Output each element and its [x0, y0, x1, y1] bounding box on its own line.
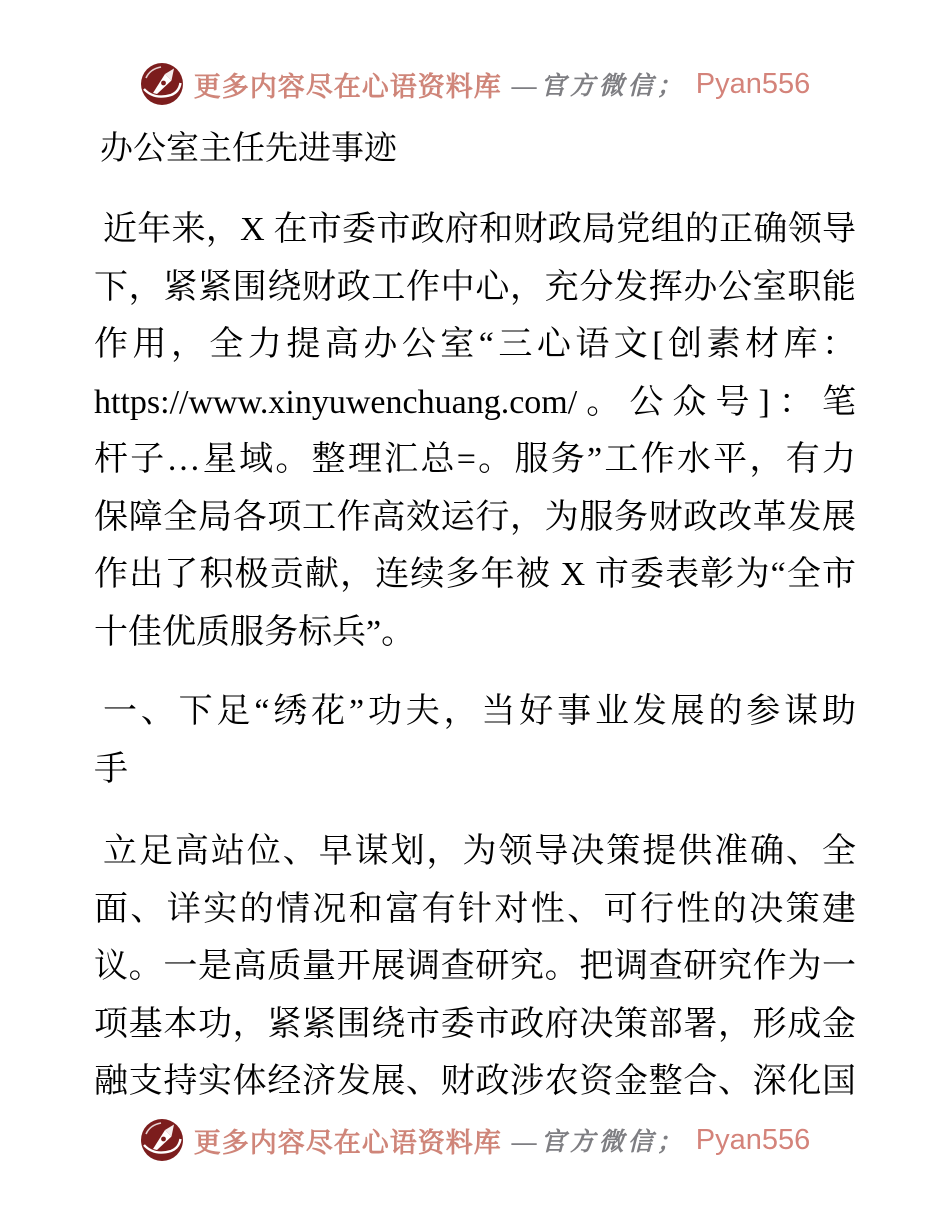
- text-line: 近年来，X 在市委市政府和财政局党组的正确领导: [103, 211, 856, 248]
- text-line: 十佳优质服务标兵”。: [94, 613, 416, 651]
- text-line: 作出了积极贡献，连续多年被 X 市委表彰为“全市: [94, 556, 856, 593]
- text-line: 议。一是高质量开展调查研究。把调查研究作为一: [94, 948, 856, 985]
- section-heading-1: [94, 683, 856, 798]
- watermark-wechat-id: Pyan556: [695, 1123, 811, 1156]
- text-line: https://www.xinyuwenchuang.com/。公众号]：笔: [94, 383, 856, 421]
- text-line: 面、详实的情况和富有针对性、可行性的决策建: [94, 890, 856, 928]
- watermark-wechat-id: Pyan556: [695, 67, 811, 100]
- text-line: 杆子…星域。整理汇总=。服务”工作水平，有力: [94, 441, 856, 478]
- text-line: 一、下足“绣花”功夫，当好事业发展的参谋助: [103, 693, 856, 730]
- text-line: 下，紧紧围绕财政工作中心，充分发挥办公室职能: [94, 268, 856, 306]
- watermark-header: [0, 0, 950, 106]
- text-line: 项基本功，紧紧围绕市委市政府决策部署，形成金: [94, 1005, 856, 1043]
- text-line: 手: [94, 750, 128, 788]
- text-line: 融支持实体经济发展、财政涉农资金整合、深化国: [94, 1063, 856, 1100]
- watermark-brand-text: 更多内容尽在心语资料库: [193, 71, 502, 102]
- pen-logo-icon: [140, 1118, 184, 1162]
- watermark-wechat-label: —官方微信；: [511, 1129, 686, 1156]
- watermark-brand-text: 更多内容尽在心语资料库: [193, 1127, 502, 1158]
- watermark-footer: [0, 1118, 950, 1162]
- text-line: 保障全局各项工作高效运行，为服务财政改革发展: [94, 498, 856, 536]
- watermark-wechat-label: —官方微信；: [511, 73, 686, 100]
- document-title: 办公室主任先进事迹: [100, 131, 397, 167]
- document-body: [0, 129, 950, 1111]
- paragraph-intro: [94, 201, 856, 661]
- pen-logo-icon: [140, 62, 184, 106]
- paragraph-section-1: [94, 823, 856, 1111]
- text-line: 立足高站位、早谋划，为领导决策提供准确、全: [103, 833, 856, 870]
- text-line: 作用，全力提高办公室“三心语文[创素材库：: [94, 326, 856, 363]
